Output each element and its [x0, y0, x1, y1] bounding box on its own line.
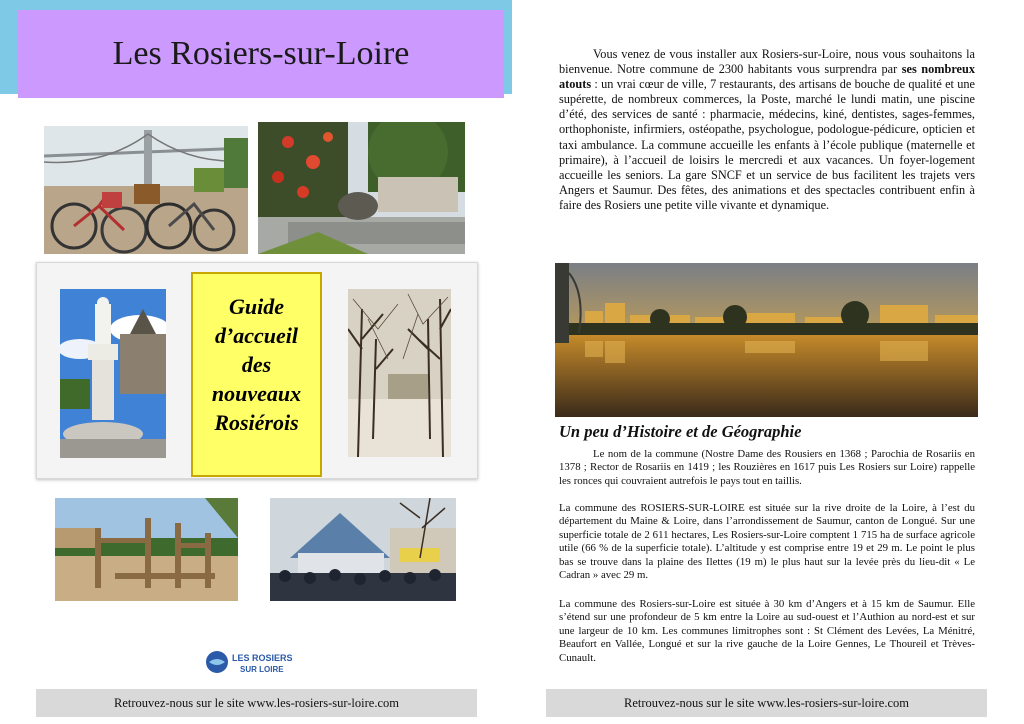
guide-title-line: Rosiérois [214, 410, 299, 435]
intro-text: : un vrai cœur de ville, 7 restaurants, des artisans de bouche de qualité et une supérette, de nombreux commerces, la Poste, marché le lundi matin, une piscine d’été, des services de santé : pharmacie, médecins, kiné, dentistes, sages-femmes, orthophoniste, infirmiers, ostéopathe, psychologue, podologue-pédicure, opticien et taxi ambulance. La commune accueille les enfants à l’école publique (maternelle et primaire), à l’accueil de loisirs le mercredi et aux vacances. Un foyer-logement accueille les seniors. La gare SNCF et un service de bus facilitent les trajets vers Angers et Saumur. Des fêtes, des animations et des spectacles contribuent enfin à faire des Rosiers une petite ville vivante et dynamique. [559, 77, 975, 212]
guide-title-line: nouveaux [211, 381, 302, 406]
guide-title-line: d’accueil [214, 323, 299, 348]
town-square-photo [258, 122, 465, 254]
intro-text: Vous venez de vous installer aux Rosiers-sur-Loire, nous vous souhaitons la bienvenue. Notre commune de 2300 habitants vous surprendra par [559, 47, 975, 77]
river-sunset-photo [555, 263, 978, 417]
statue-photo [60, 289, 166, 458]
footer-website-right: Retrouvez-nous sur le site www.les-rosiers-sur-loire.com [546, 689, 987, 717]
guide-title-line: Guide [229, 294, 284, 319]
guide-title-line: des [241, 352, 272, 377]
playground-photo [55, 498, 238, 601]
geography-paragraph: La commune des ROSIERS-SUR-LOIRE est située sur la rive droite de la Loire, à l’est du département du Maine & Loire, dans l’arrondissement de Saumur, canton de Longué. Sur une superficie totale de 2 611 hectares, Les Rosiers-sur-Loire comptent 1 715 ha de surface agricole utile (66 % de la superficie totale). L’altitude y est comprise entre 19 et 29 m. Le point le plus bas se trouve dans la plaine des Ilettes (19 m) le plus haut sur la levée près du lieu-dit « Le Cadran » avec 29 m. [559, 502, 975, 582]
town-logo [204, 648, 308, 676]
footer-website-left: Retrouvez-nous sur le site www.les-rosiers-sur-loire.com [36, 689, 477, 717]
guide-title [191, 292, 322, 437]
market-photo [270, 498, 456, 601]
winter-alley-photo [348, 289, 451, 457]
intro-highlight: ses nombreux atouts [559, 62, 975, 92]
page-title: Les Rosiers-sur-Loire [112, 35, 410, 72]
history-paragraph: Le nom de la commune (Nostre Dame des Rousiers en 1368 ; Parochia de Rosariis en 1378 ; Rector de Rosariis en 1419 ; les Rouzières en 1617 puis Les Rosiers sur Loire) rappelle les ronces qui couvraient autrefois le pays tout en taillis. [559, 448, 975, 487]
location-paragraph: La commune des Rosiers-sur-Loire est située à 30 km d’Angers et à 15 km de Saumur. Elle s’étend sur une profondeur de 5 km entre la Loire au sud-ouest et l’Authion au nord-est et sur une largeur de 10 km. Les communes limitrophes sont : St Clément des Levées, La Ménitré, Beaufort en Vallée, Longué et sur la rive gauche de la Loire Gennes, Le Thoureil et Trèves-Cunault. [559, 598, 975, 664]
intro-paragraph [559, 47, 975, 213]
history-heading: Un peu d’Histoire et de Géographie [559, 422, 802, 441]
bicycles-photo [44, 126, 248, 254]
logo-text-line1: LES ROSIERS [232, 653, 293, 663]
logo-text-line2: SUR LOIRE [240, 665, 284, 674]
